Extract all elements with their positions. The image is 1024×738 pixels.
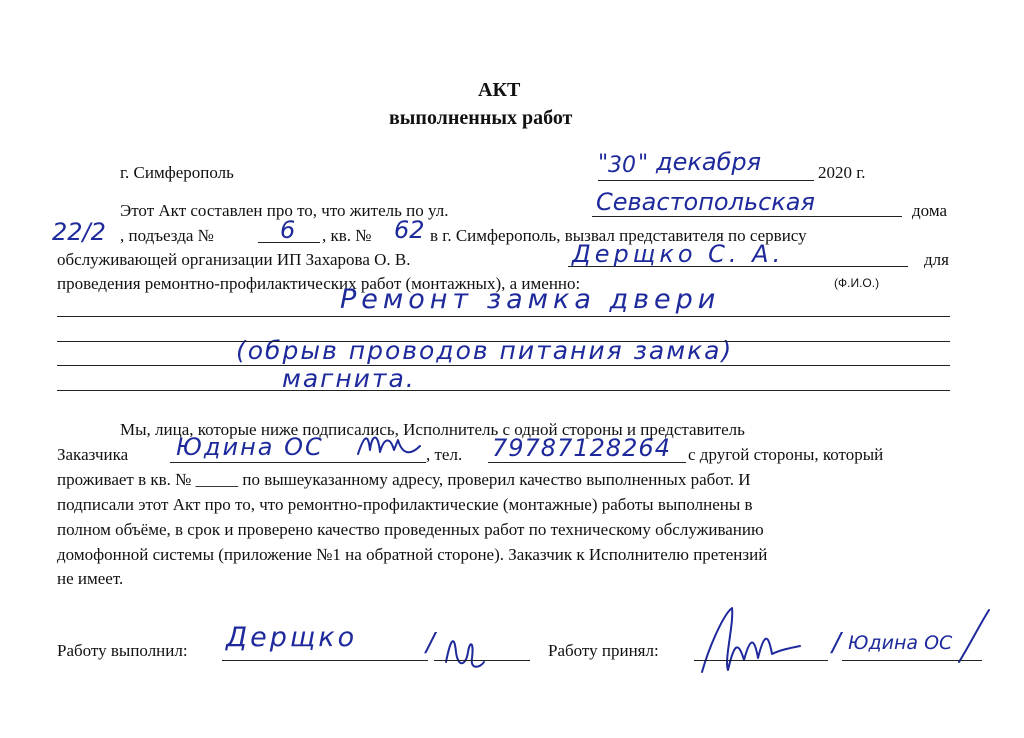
work-description-line1: Ремонт замка двери bbox=[340, 284, 721, 315]
p1-line2-c: в г. Симферополь, вызвал представителя по сервису bbox=[430, 226, 807, 245]
p2-line2-b: , тел. bbox=[426, 445, 463, 464]
work-line-3 bbox=[57, 365, 950, 366]
date-quote-close: " bbox=[638, 151, 649, 176]
work-description-line3: магнита. bbox=[282, 364, 416, 393]
p1-line1-text: Этот Акт составлен про то, что житель по ул. bbox=[120, 201, 449, 220]
work-done-name-underline bbox=[222, 660, 428, 661]
date-month: декабря bbox=[656, 148, 762, 176]
work-accepted-signature-underline bbox=[694, 660, 828, 661]
work-accepted-name: Юдина ОС bbox=[848, 632, 953, 654]
doc-subtitle: выполненных работ bbox=[389, 107, 573, 129]
work-done-slash: / bbox=[426, 628, 435, 658]
work-accepted-label: Работу принял: bbox=[548, 641, 659, 660]
customer-signature-inline bbox=[354, 426, 424, 462]
work-accepted-name-underline bbox=[842, 660, 982, 661]
p2-line5: полном объёме, в срок и проверено качество проведенных работ по техническому обслуживанию bbox=[57, 520, 764, 539]
customer-name-field: Юдина ОС bbox=[176, 433, 324, 461]
date-day: 30 bbox=[608, 153, 636, 178]
entrance-underline bbox=[258, 242, 320, 243]
work-done-name: Дерщко bbox=[226, 622, 358, 653]
street-field: Севастопольская bbox=[596, 188, 815, 216]
work-line-2 bbox=[57, 341, 950, 342]
p2-line2-a: Заказчика bbox=[57, 445, 129, 464]
date-underline bbox=[598, 180, 814, 181]
worker-name-underline bbox=[568, 266, 908, 267]
p1-line2-b: , кв. № bbox=[322, 226, 372, 245]
work-done-signature bbox=[440, 622, 486, 672]
work-accepted-tail-stroke bbox=[955, 606, 995, 666]
doc-title: АКТ bbox=[478, 79, 521, 101]
city: г. Симферополь bbox=[120, 163, 234, 182]
entrance-field: 6 bbox=[280, 216, 296, 244]
date-year: 2020 г. bbox=[818, 163, 866, 182]
work-done-label: Работу выполнил: bbox=[57, 641, 188, 660]
work-accepted-slash: / bbox=[832, 628, 841, 658]
p1-line3-end: для bbox=[924, 250, 949, 269]
street-underline bbox=[592, 216, 902, 217]
p1-line4: проведения ремонтно-профилактических работ (монтажных), а именно: bbox=[57, 274, 581, 293]
work-accepted-signature bbox=[694, 604, 804, 684]
work-done-signature-underline bbox=[434, 660, 530, 661]
fio-label: (Ф.И.О.) bbox=[834, 276, 880, 290]
p1-line1-end: дома bbox=[912, 201, 948, 220]
p2-line6: домофонной системы (приложение №1 на обратной стороне). Заказчик к Исполнителю претензий bbox=[57, 545, 768, 564]
work-description-line2: (обрыв проводов питания замка) bbox=[236, 336, 734, 365]
date-quote-open: " bbox=[598, 151, 609, 176]
work-line-1 bbox=[57, 316, 950, 317]
apartment-field: 62 bbox=[394, 216, 425, 244]
p2-line3: проживает в кв. № _____ по вышеуказанному адресу, проверил качество выполненных работ. И bbox=[57, 470, 751, 489]
p1-line2-a: , подъезда № bbox=[120, 226, 214, 245]
p2-line4: подписали этот Акт про то, что ремонтно-профилактические (монтажные) работы выполнены в bbox=[57, 495, 753, 514]
customer-name-underline bbox=[170, 462, 426, 463]
phone-underline bbox=[488, 462, 686, 463]
work-line-4 bbox=[57, 390, 950, 391]
p2-line2-c: с другой стороны, который bbox=[688, 445, 884, 464]
p2-line1: Мы, лица, которые ниже подписались, Исполнитель с одной стороны и представитель bbox=[120, 420, 745, 439]
p1-line3-a: обслуживающей организации ИП Захарова О. В. bbox=[57, 250, 411, 269]
house-field: 22/2 bbox=[52, 218, 106, 246]
worker-name-field: Дерщко С. А. bbox=[572, 240, 785, 268]
phone-field: 79787128264 bbox=[492, 434, 671, 462]
p2-line7: не имеет. bbox=[57, 569, 124, 588]
